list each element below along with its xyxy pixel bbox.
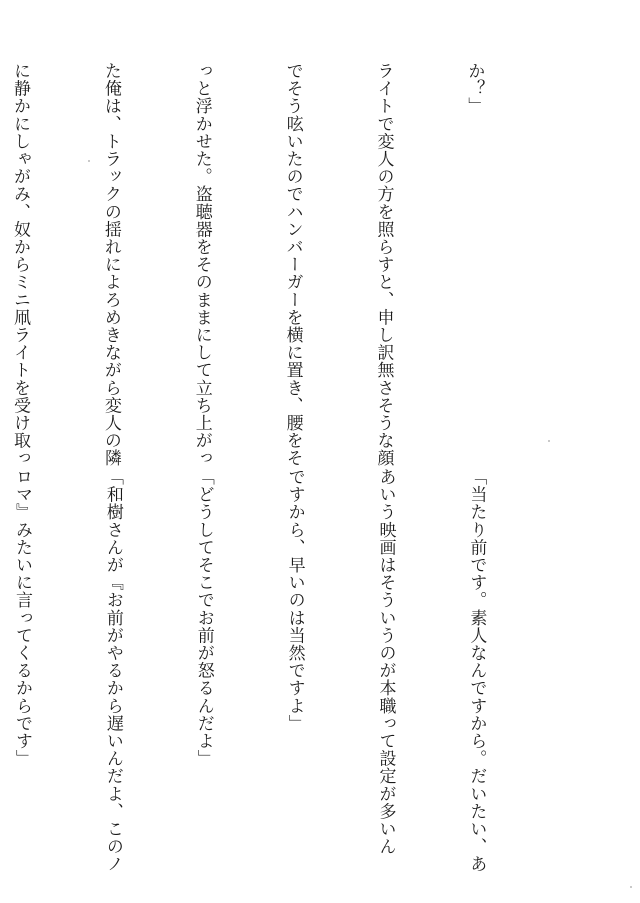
text-line: 「どうしてそこでお前が怒るんだよ」	[193, 468, 214, 768]
text-block-upper	[9, 62, 550, 467]
text-line: ですから、早いのは当然ですよ」	[284, 468, 305, 732]
scan-speck	[548, 440, 550, 442]
text-line: に静かにしゃがみ、奴からミニ凧ライトを受け取っ	[9, 62, 30, 467]
text-line: ロマ』みたいに言ってくるからです」	[11, 468, 32, 768]
text-line: でそう呟いたのでハンバーガーを横に置き、腰をそ	[282, 62, 303, 467]
text-line: 「和樹さんが『お前がやるから遅いんだよ、このノ	[102, 468, 123, 873]
text-line: ライトで変人の方を照らすと、申し訳無さそうな顔	[373, 62, 394, 467]
text-line: っと浮かせた。盗聴器をそのままにして立ち上がっ	[191, 62, 212, 467]
text-line: た俺は、トラックの揺れによろめきながら変人の隣	[100, 62, 121, 467]
scan-speck	[630, 886, 632, 888]
text-block-lower	[11, 468, 552, 873]
text-line: か？」	[464, 62, 485, 115]
text-line: 「当たり前です。素人なんですから。だいたい、あ	[466, 468, 487, 873]
scan-speck	[88, 160, 90, 162]
text-line: あいう映画はそういうのが本職って設定が多いん	[375, 468, 396, 856]
